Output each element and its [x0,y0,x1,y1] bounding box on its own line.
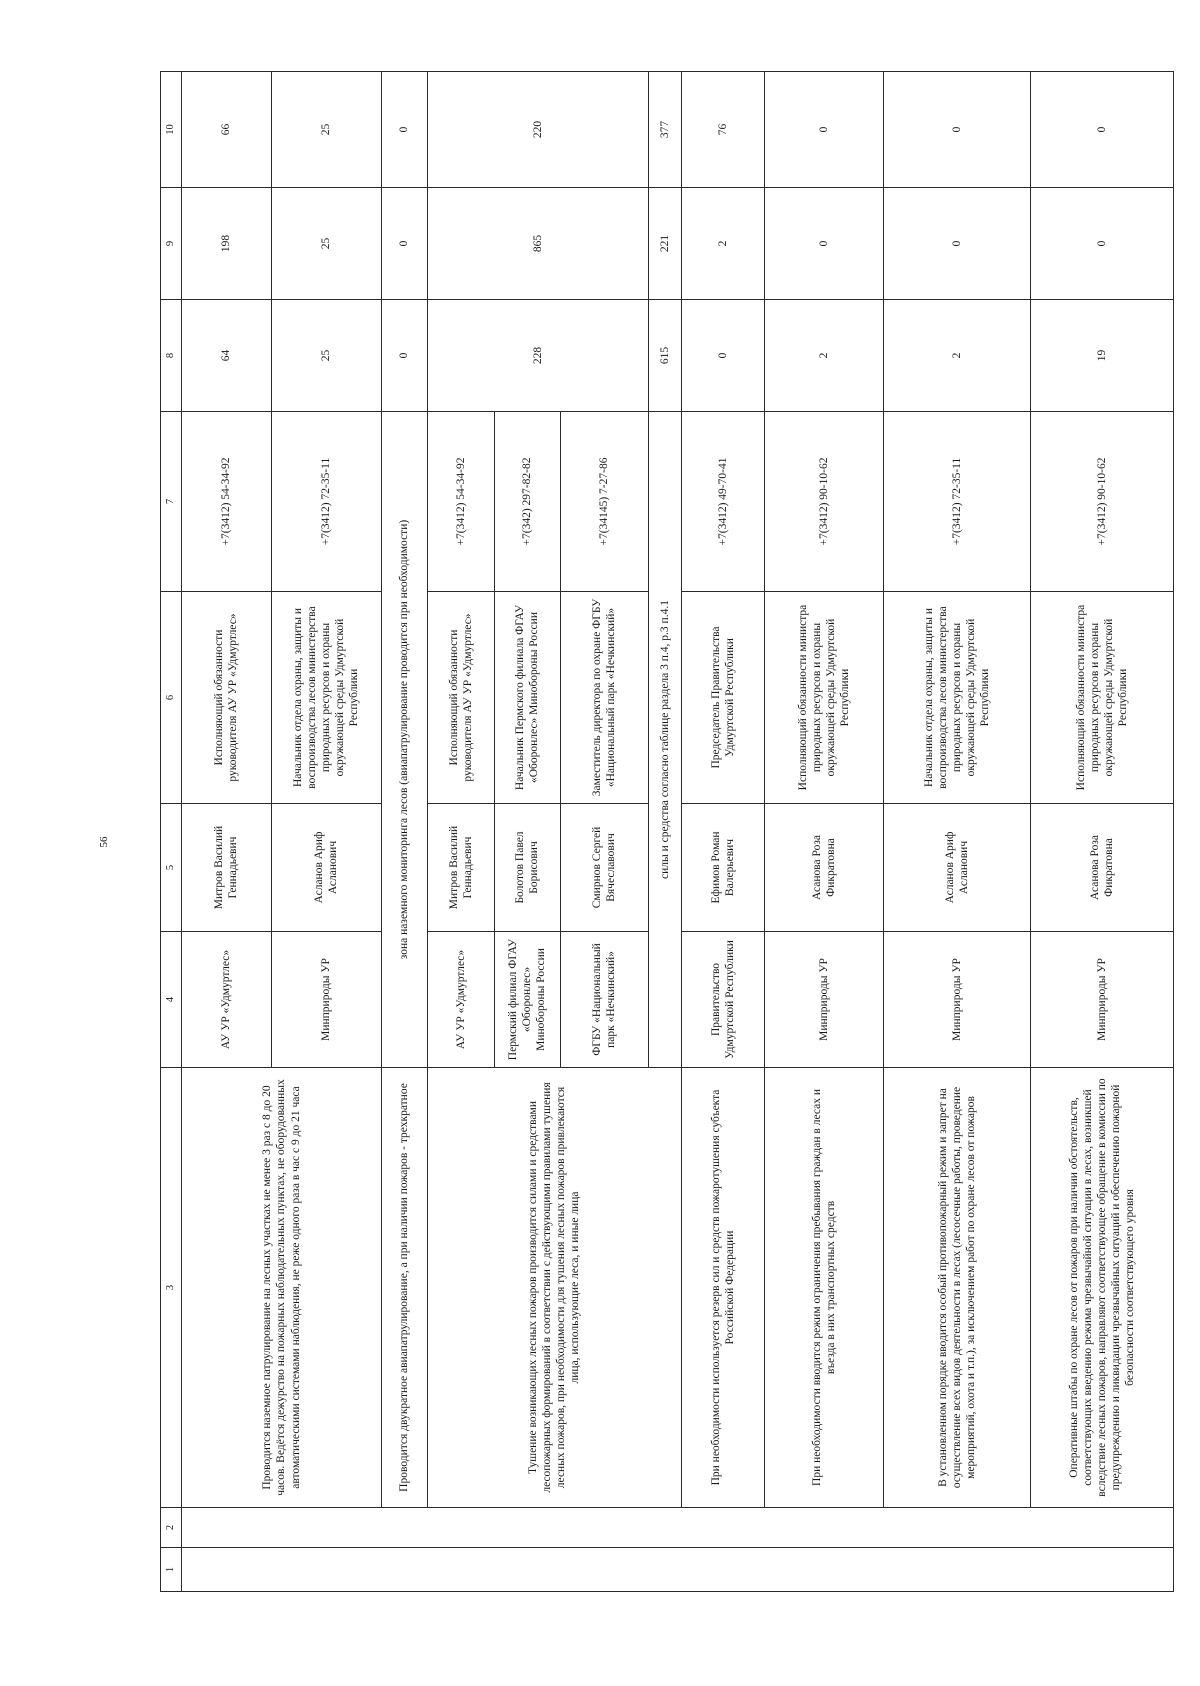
person-cell: Асанова Роза Фикратовна [764,804,884,932]
phone-cell: +7(3412) 54-34-92 [427,412,494,592]
value-cell: 228 [427,300,648,412]
value-cell: 377 [648,72,681,188]
value-cell: 221 [648,188,681,300]
value-cell: 64 [182,300,272,412]
column-header: 7 [161,412,182,592]
value-cell: 2 [764,300,884,412]
measure-cell: При необходимости вводится режим ограничения пребывания граждан в лесах и въезда в них транспортных средств [764,1068,884,1508]
measure-cell: Оперативные штабы по охране лесов от пожаров при наличии обстоятельств, соответствующих введению режима чрезвычайной ситуации в лесах, возникшей вследствие лесных пожаров, направляют соответствующее обращение в комиссии по предупреждению и ликвидации чрезвычайных ситуаций и обеспечению пожарной безопасности соответствующего уровня [1031,1068,1174,1508]
col2-cell [182,1508,1174,1548]
organization-cell: Минприроды УР [1031,932,1174,1068]
person-cell: Митров Василий Геннадьевич [182,804,272,932]
value-cell: 25 [271,300,381,412]
value-cell: 0 [382,72,428,188]
person-cell: Смирнов Сергей Вячеславович [561,804,648,932]
phone-cell: +7(3412) 72-35-11 [271,412,381,592]
column-header: 6 [161,592,182,804]
value-cell: 865 [427,188,648,300]
column-header: 1 [161,1548,182,1592]
organization-cell: Минприроды УР [764,932,884,1068]
measure-cell: Проводится наземное патрулирование на лесных участках не менее 3 раз с 8 до 20 часов. Ведётся дежурство на пожарных наблюдательных пунктах, не оборудованных автоматическими системами наблюдения, не реже одного раза в час с 9 до 21 часа [182,1068,382,1508]
organization-cell: Минприроды УР [884,932,1031,1068]
merged-note-cell: силы и средства согласно таблице раздела 3 п.4, р.3 п.4.1 [648,412,681,1068]
value-cell: 220 [427,72,648,188]
value-cell: 19 [1031,300,1174,412]
value-cell: 0 [884,72,1031,188]
organization-cell: Пермский филиал ФГАУ «Оборонлес» Минобороны России [494,932,561,1068]
column-header: 5 [161,804,182,932]
value-cell: 76 [681,72,764,188]
position-cell: Исполняющий обязанности министра природных ресурсов и охраны окружающей среды Удмуртской Республики [764,592,884,804]
phone-cell: +7(3412) 72-35-11 [884,412,1031,592]
table-row [1031,72,1174,1592]
position-cell: Заместитель директора по охране ФГБУ «Национальный парк «Нечкинский» [561,592,648,804]
person-cell: Асанова Роза Фикратовна [1031,804,1174,932]
measure-cell: Тушение возникающих лесных пожаров производится силами и средствами лесопожарных формирований в соответствии с действующими правилами тушения лесных пожаров, при необходимости для тушения лесных пожаров привлекаются лица, использующие леса, и иные лица [427,1068,681,1508]
value-cell: 0 [681,300,764,412]
value-cell: 0 [382,188,428,300]
position-cell: Начальник отдела охраны, защиты и воспроизводства лесов министерства природных ресурсов и охраны окружающей среды Удмуртской Республики [884,592,1031,804]
value-cell: 2 [681,188,764,300]
table-row [764,72,884,1592]
fire-response-table [160,71,1174,1592]
rotated-page-content [160,72,1174,1592]
position-cell: Начальник Пермского филиала ФГАУ «Оборонлес» Минобороны России [494,592,561,804]
person-cell: Болотов Павел Борисович [494,804,561,932]
organization-cell: Минприроды УР [271,932,381,1068]
person-cell: Ефимов Роман Валерьевич [681,804,764,932]
col1-cell [182,1548,1174,1592]
position-cell: Председатель Правительства Удмуртской Республики [681,592,764,804]
column-header: 9 [161,188,182,300]
column-header: 2 [161,1508,182,1548]
value-cell: 0 [1031,188,1174,300]
page-number: 56 [98,836,110,848]
phone-cell: +7(3412) 90-10-62 [764,412,884,592]
person-cell: Асланов Ариф Асланович [271,804,381,932]
table-row [427,72,494,1592]
merged-note-cell: зона наземного мониторинга лесов (авиапатрулирование проводится при необходимости) [382,412,428,1068]
phone-cell: +7(3412) 54-34-92 [182,412,272,592]
position-cell: Исполняющий обязанности руководителя АУ УР «Удмуртлес» [182,592,272,804]
phone-cell: +7(342) 297-82-82 [494,412,561,592]
person-cell: Асланов Ариф Асланович [884,804,1031,932]
value-cell: 2 [884,300,1031,412]
value-cell: 0 [382,300,428,412]
position-cell: Начальник отдела охраны, защиты и воспроизводства лесов министерства природных ресурсов и охраны окружающей среды Удмуртской Республики [271,592,381,804]
value-cell: 198 [182,188,272,300]
value-cell: 0 [1031,72,1174,188]
table-row [382,72,428,1592]
value-cell: 25 [271,72,381,188]
value-cell: 25 [271,188,381,300]
phone-cell: +7(3412) 90-10-62 [1031,412,1174,592]
table-row [884,72,1031,1592]
value-cell: 0 [884,188,1031,300]
value-cell: 66 [182,72,272,188]
organization-cell: АУ УР «Удмуртлес» [427,932,494,1068]
value-cell: 0 [764,72,884,188]
measure-cell: Проводится двукратное авиапатрулирование, а при наличии пожаров - трехкратное [382,1068,428,1508]
organization-cell: АУ УР «Удмуртлес» [182,932,272,1068]
table-row [182,72,272,1592]
person-cell: Митров Василий Геннадьевич [427,804,494,932]
organization-cell: Правительство Удмуртской Республики [681,932,764,1068]
table-row [681,72,764,1592]
position-cell: Исполняющий обязанности министра природных ресурсов и охраны окружающей среды Удмуртской Республики [1031,592,1174,804]
measure-cell: В установленном порядке вводится особый противопожарный режим и запрет на осуществление всех видов деятельности в лесах (лесосечные работы, проведение мероприятий, охота и т.п.), за исключением работ по охране лесов от пожаров [884,1068,1031,1508]
column-header: 3 [161,1068,182,1508]
organization-cell: ФГБУ «Национальный парк «Нечкинский» [561,932,648,1068]
column-header: 8 [161,300,182,412]
value-cell: 0 [764,188,884,300]
phone-cell: +7(34145) 7-27-86 [561,412,648,592]
column-header: 4 [161,932,182,1068]
phone-cell: +7(3412) 49-70-41 [681,412,764,592]
column-header: 10 [161,72,182,188]
column-number-row [161,72,182,1592]
position-cell: Исполняющий обязанности руководителя АУ УР «Удмуртлес» [427,592,494,804]
measure-cell: При необходимости используется резерв сил и средств пожаротушения субъекта Российской Федерации [681,1068,764,1508]
value-cell: 615 [648,300,681,412]
